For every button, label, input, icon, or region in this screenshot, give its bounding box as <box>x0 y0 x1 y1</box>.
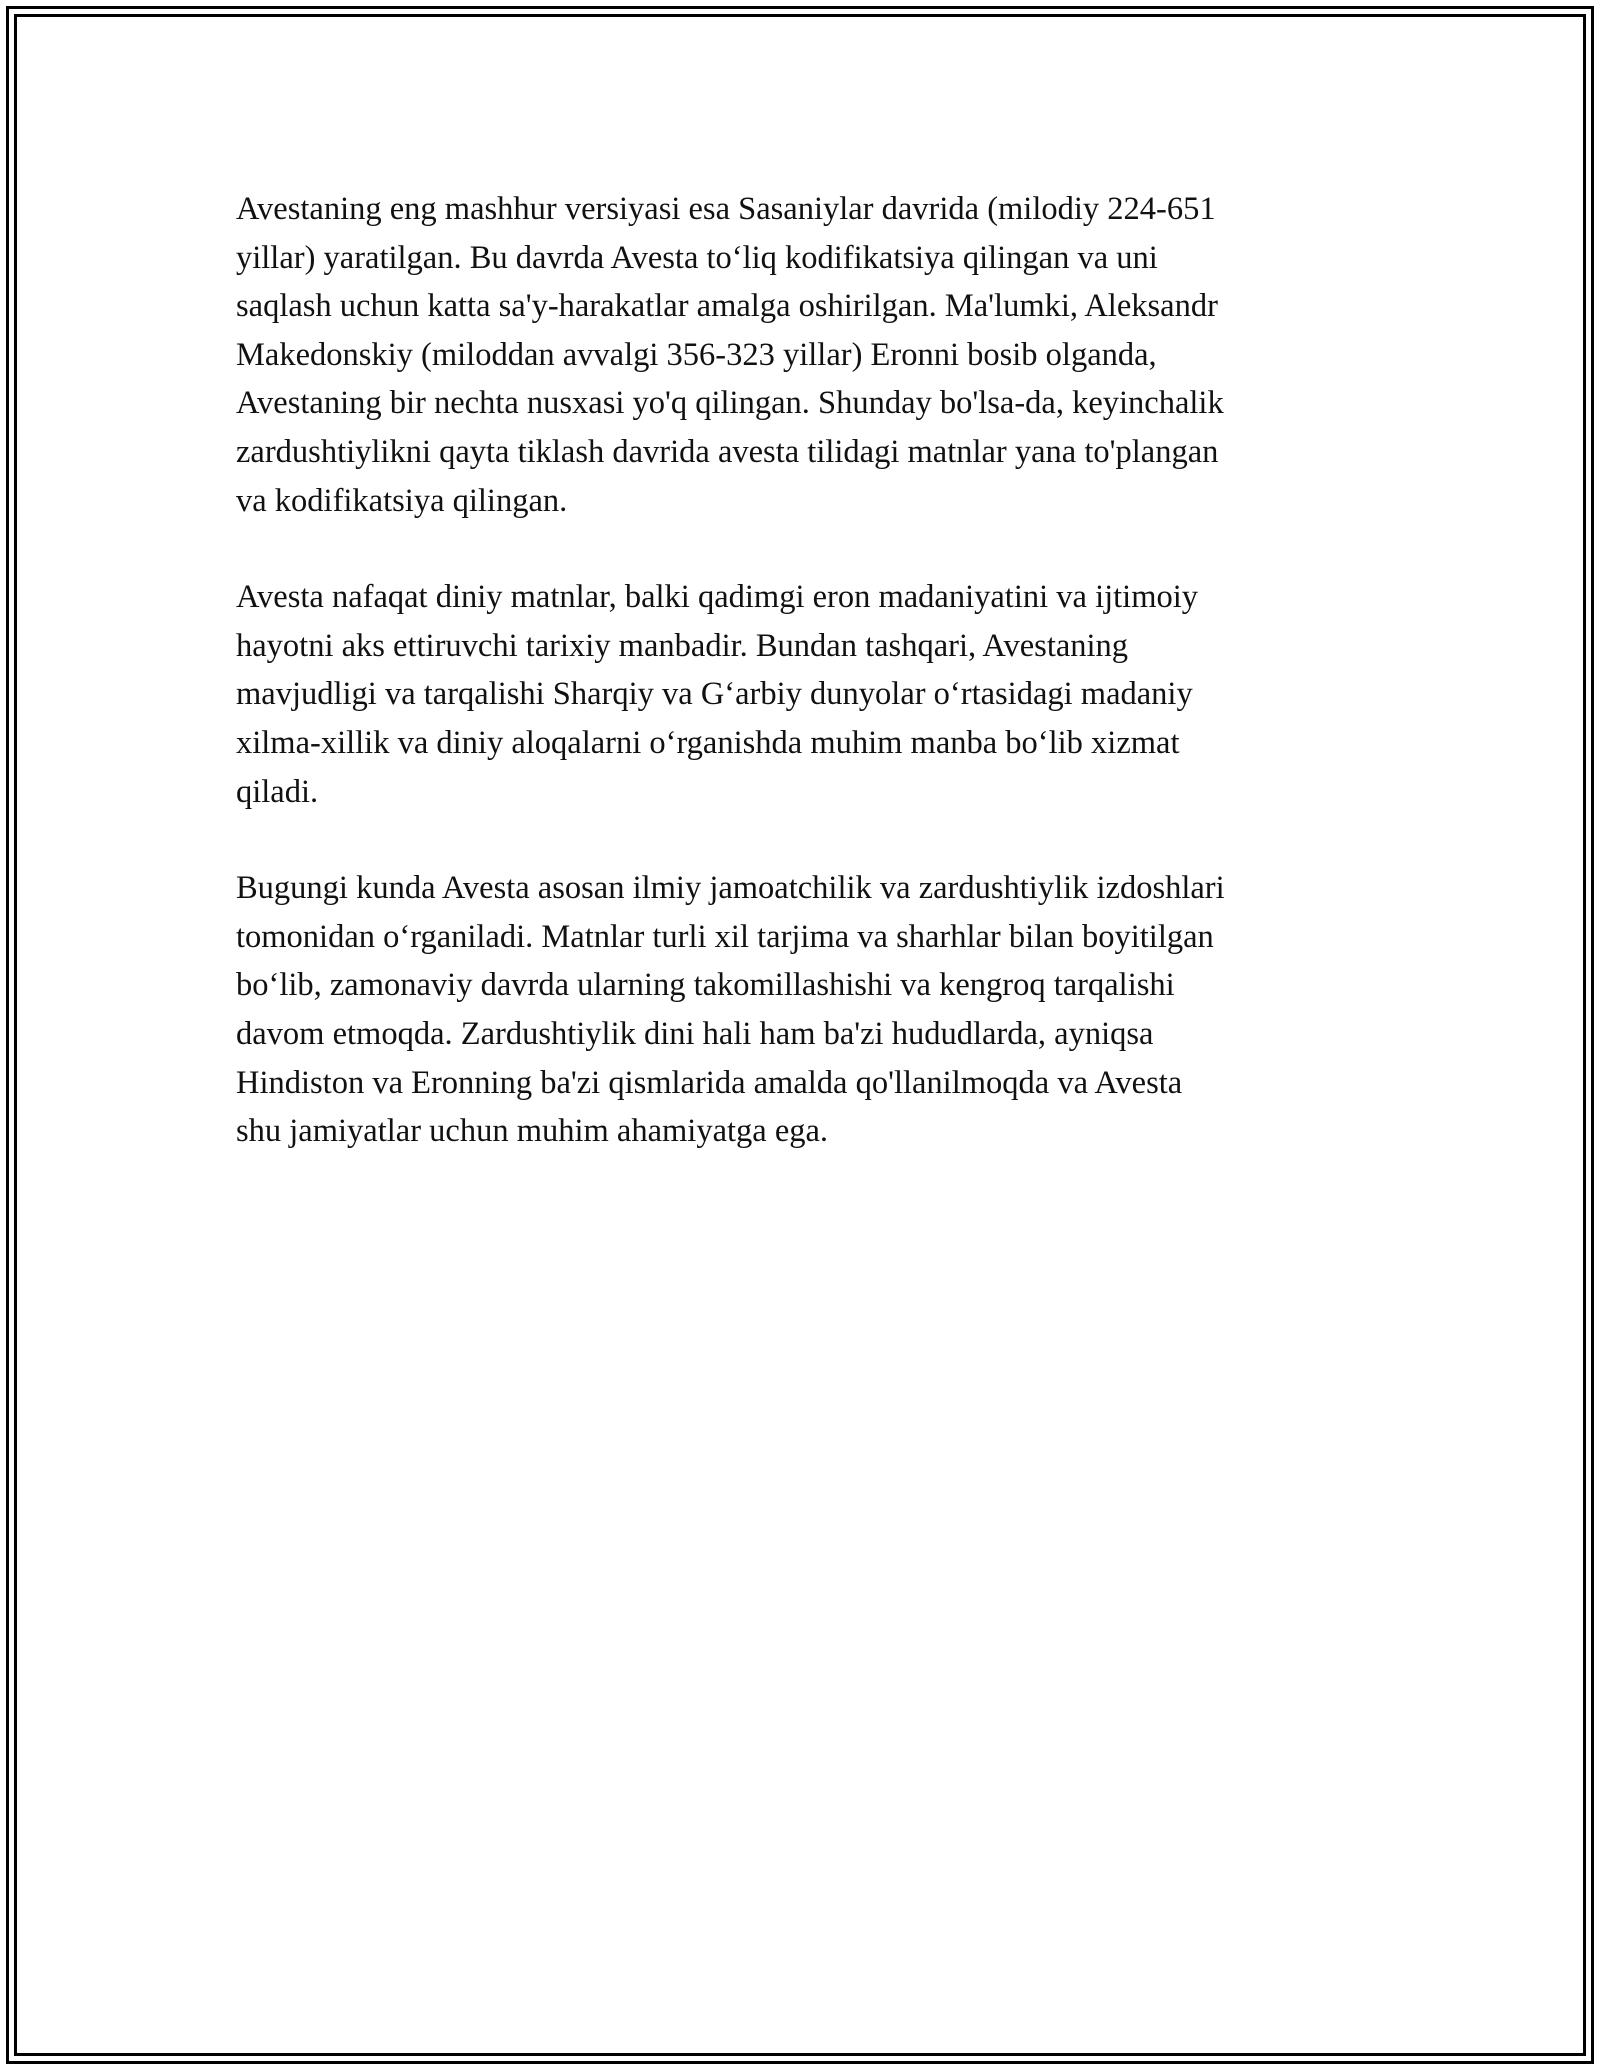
paragraph-avesta-cultural-source: Avesta nafaqat diniy matnlar, balki qadimgi eron madaniyatini va ijtimoiy hayotni aks ettiruvchi tarixiy manbadir. Bundan tashqari, Avestaning mavjudligi va tarqalishi Sharqiy va G‘arbiy dunyolar o‘rtasidagi madaniy xilma-xillik va diniy aloqalarni o‘rganishda muhim manba bo‘lib xizmat qiladi. <box>236 579 1199 810</box>
paragraph-sasanian-avesta: Avestaning eng mashhur versiyasi esa Sasaniylar davrida (milodiy 224-651 yillar) yaratilgan. Bu davrda Avesta to‘liq kodifikatsiya qilingan va uni saqlash uchun katta sa'y-harakatlar amalga oshirilgan. Ma'lumki, Aleksandr Makedonskiy (miloddan avvalgi 356-323 yillar) Eronni bosib olganda, Avestaning bir nechta nusxasi yo'q qilingan. Shunday bo'lsa-da, keyinchalik zardushtiylikni qayta tiklash davrida avesta tilidagi matnlar yana to'plangan va kodifikatsiya qilingan. <box>236 191 1224 519</box>
document-body <box>236 185 1366 1204</box>
paragraph-avesta-today: Bugungi kunda Avesta asosan ilmiy jamoatchilik va zardushtiylik izdoshlari tomonidan o‘rganiladi. Matnlar turli xil tarjima va sharhlar bilan boyitilgan bo‘lib, zamonaviy davrda ularning takomillashishi va kengroq tarqalishi davom etmoqda. Zardushtiylik dini hali ham ba'zi hududlarda, ayniqsa Hindiston va Eronning ba'zi qismlarida amalda qo'llanilmoqda va Avesta shu jamiyatlar uchun muhim ahamiyatga ega. <box>236 870 1225 1150</box>
